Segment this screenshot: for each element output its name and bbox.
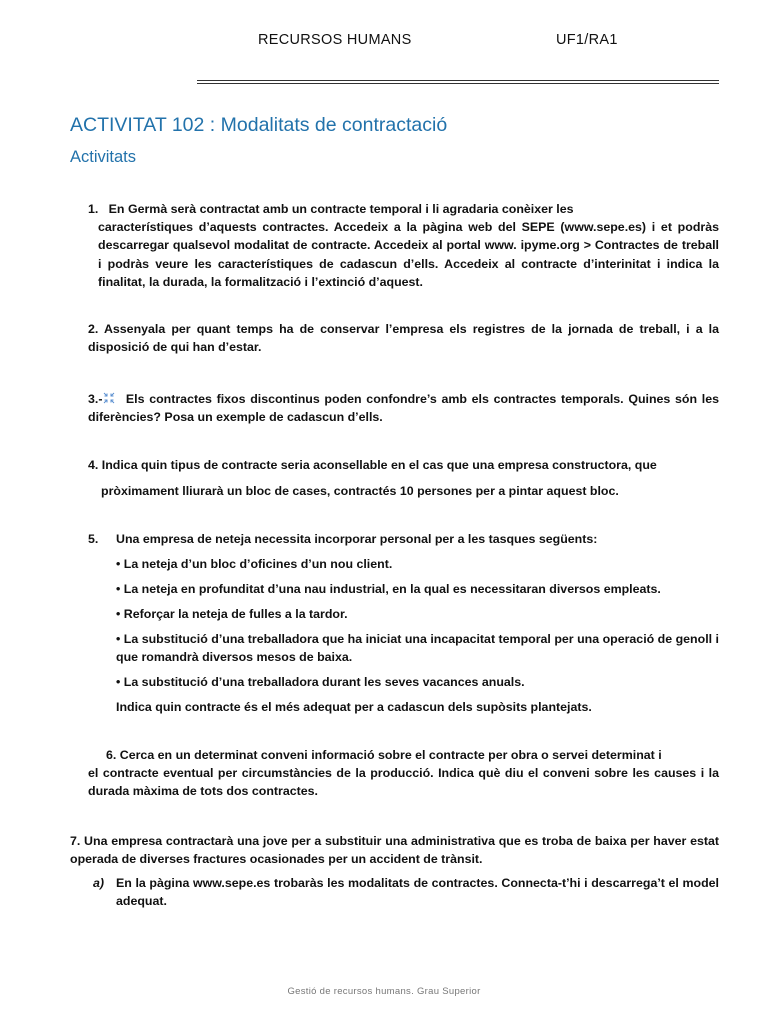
question-4-line-2: pròximament lliurarà un bloc de cases, contractés 10 persones per a pintar aquest bloc. bbox=[101, 484, 619, 498]
question-5-intro: Una empresa de neteja necessita incorporar personal per a les tasques següents: bbox=[116, 532, 598, 546]
question-1-lead: En Germà serà contractat amb un contracte temporal i li agradaria conèixer les bbox=[108, 202, 574, 216]
question-6-first-line: 6. Cerca en un determinat conveni informació sobre el contracte per obra o servei determinat i bbox=[106, 748, 662, 762]
question-5-bullet: • La neteja en profunditat d’una nau industrial, en la qual es necessitaran diversos empleats. bbox=[116, 582, 661, 596]
question-5-closing: Indica quin contracte és el més adequat per a cadascun dels supòsits plantejats. bbox=[116, 700, 592, 714]
question-5-number: 5. bbox=[88, 532, 99, 546]
question-3-text: Els contractes fixos discontinus poden confondre’s amb els contractes temporals. Quines són les diferències? Posa un exemple de cadascun d’ells. bbox=[88, 392, 719, 425]
question-1-first-line bbox=[88, 200, 719, 218]
question-7a-label: a) bbox=[93, 876, 105, 890]
question-7: 7. Una empresa contractarà una jove per a substituir una administrativa que es troba de baixa per haver estat operada de diverses fractures ocasionades per un accident de trànsit. bbox=[70, 834, 719, 867]
question-3-number: 3.- bbox=[88, 392, 103, 406]
expand-icon bbox=[102, 392, 116, 404]
question-3 bbox=[88, 390, 719, 427]
question-7a-text: En la pàgina www.sepe.es trobaràs les modalitats de contractes. Connecta-t’hi i descarrega’t el model adequat. bbox=[116, 876, 719, 909]
question-2: 2. Assenyala per quant temps ha de conservar l’empresa els registres de la jornada de treball, i a la disposició de qui han d’estar. bbox=[88, 322, 719, 355]
section-heading: Activitats bbox=[70, 148, 137, 166]
page-header bbox=[0, 30, 768, 54]
question-6-body: el contracte eventual per circumstàncies de la producció. Indica què diu el conveni sobre les causes i la durada màxima de tots dos contractes. bbox=[88, 766, 719, 799]
header-course: RECURSOS HUMANS bbox=[258, 32, 412, 48]
header-unit: UF1/RA1 bbox=[556, 32, 618, 48]
question-1-body: característiques d’aquests contractes. Accedeix a la pàgina web del SEPE (www.sepe.es) i et podràs descarregar qualsevol modalitat de contracte. Accedeix al portal www. ipyme.org > Contractes de treball i podràs veure les característiques de cadascun d’ells. Accedeix al contracte d’interinitat i indica la finalitat, la durada, la formalització i l’extinció d’aquest. bbox=[98, 220, 719, 290]
header-divider-top bbox=[197, 80, 719, 81]
question-5-bullet: • La neteja d’un bloc d’oficines d’un nou client. bbox=[116, 557, 393, 571]
question-4-line-1: 4. Indica quin tipus de contracte seria aconsellable en el cas que una empresa constructora, que bbox=[88, 458, 657, 472]
page-footer: Gestió de recursos humans. Grau Superior bbox=[287, 986, 481, 997]
header-divider-bottom bbox=[197, 83, 719, 84]
question-5-bullet: • La substitució d’una treballadora que ha iniciat una incapacitat temporal per una operació de genoll i que romandrà diversos mesos de baixa. bbox=[116, 632, 719, 665]
page-title: ACTIVITAT 102 : Modalitats de contractació bbox=[70, 114, 448, 136]
question-5-bullet: • Reforçar la neteja de fulles a la tardor. bbox=[116, 607, 348, 621]
question-1-number: 1. bbox=[88, 202, 99, 216]
question-5-bullet: • La substitució d’una treballadora durant les seves vacances anuals. bbox=[116, 675, 525, 689]
